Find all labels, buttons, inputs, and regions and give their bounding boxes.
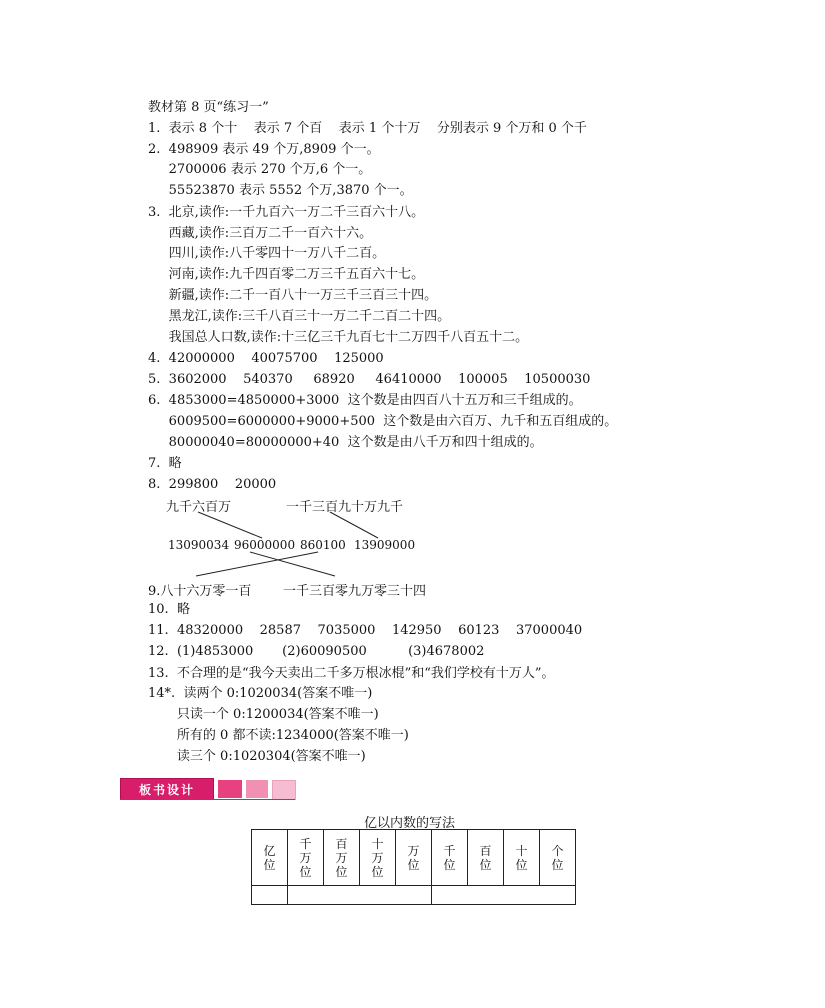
answer-line-11: 黑龙江,读作:三千八百三十一万二千二百二十四。 <box>148 309 451 324</box>
decor-square-3 <box>272 780 296 800</box>
answer-line-6: 3. 北京,读作:一千九百六一万二千三百六十八。 <box>148 205 425 220</box>
answer-line-14: 5. 3602000 540370 68920 46410000 100005 10500030 <box>148 372 591 387</box>
match-bottom-right: 一千三百零九万零三十四 <box>283 584 427 599</box>
place-header-8: 十 位 <box>504 830 540 886</box>
answer-line-late-6: 只读一个 0:1200034(答案不唯一) <box>148 707 379 722</box>
empty-cell-2 <box>288 886 432 905</box>
place-header-5: 万 位 <box>396 830 432 886</box>
answer-line-17: 80000040=80000000+40 这个数是由八千万和四十组成的。 <box>148 435 543 450</box>
match-line-2 <box>330 512 378 538</box>
answer-line-4: 2700006 表示 270 个万,6 个一。 <box>148 162 372 177</box>
place-header-7: 百 位 <box>468 830 504 886</box>
answer-line-late-1: 10. 略 <box>148 602 190 617</box>
answer-line-9: 河南,读作:九千四百零二万三千五百六十七。 <box>148 267 425 282</box>
answer-line-late-4: 13. 不合理的是“我今天卖出二千多万根冰棍”和“我们学校有十万人”。 <box>148 666 555 681</box>
match-top-left: 九千六百万 <box>166 500 232 515</box>
match-number-3: 860100 <box>300 538 346 552</box>
empty-cell-3 <box>432 886 576 905</box>
answer-line-13: 4. 42000000 40075700 125000 <box>148 351 384 366</box>
match-bottom-left: 9.八十六万零一百 <box>148 584 252 599</box>
match-line-3 <box>196 552 318 576</box>
answer-line-8: 四川,读作:八千零四十一万八千二百。 <box>148 246 386 261</box>
place-header-2: 千 万 位 <box>288 830 324 886</box>
answer-line-7: 西藏,读作:三百万二千一百六十六。 <box>148 226 373 241</box>
place-header-4: 十 万 位 <box>360 830 396 886</box>
place-header-1: 亿 位 <box>252 830 288 886</box>
answer-line-5: 55523870 表示 5552 个万,3870 个一。 <box>148 183 413 198</box>
answer-line-2: 1. 表示 8 个十 表示 7 个百 表示 1 个十万 分别表示 9 个万和 0 个千 <box>148 121 587 136</box>
answer-line-16: 6009500=6000000+9000+500 这个数是由六百万、九千和五百组成的。 <box>148 414 618 429</box>
answer-line-late-5: 14*. 读两个 0:1020034(答案不唯一) <box>148 686 373 701</box>
match-number-4: 13909000 <box>354 538 416 552</box>
board-design-tag: 板书设计 <box>120 778 214 800</box>
answer-line-late-2: 11. 48320000 28587 7035000 142950 60123 37000040 <box>148 623 583 638</box>
match-line-1 <box>198 512 262 538</box>
answer-line-15: 6. 4853000=4850000+3000 这个数是由四百八十五万和三千组成的。 <box>148 393 582 408</box>
answer-line-19: 8. 299800 20000 <box>148 477 277 492</box>
answer-line-late-7: 所有的 0 都不读:1234000(答案不唯一) <box>148 728 409 743</box>
answer-line-late-8: 读三个 0:1020304(答案不唯一) <box>148 749 366 764</box>
table-header-row <box>252 830 576 886</box>
decor-square-2 <box>246 780 268 798</box>
answer-line-10: 新疆,读作:二千一百八十一万三千三百三十四。 <box>148 288 438 303</box>
answer-line-18: 7. 略 <box>148 456 182 471</box>
decor-square-1 <box>218 780 242 798</box>
place-header-3: 百 万 位 <box>324 830 360 886</box>
table-title: 亿以内数的写法 <box>364 816 456 831</box>
match-top-right: 一千三百九十万九千 <box>286 500 404 515</box>
place-header-6: 千 位 <box>432 830 468 886</box>
answer-line-late-3: 12. (1)4853000 (2)60090500 (3)4678002 <box>148 644 485 659</box>
match-number-1: 13090034 <box>168 538 230 552</box>
board-divider <box>120 799 295 800</box>
answer-line-3: 2. 498909 表示 49 个万,8909 个一。 <box>148 142 380 157</box>
match-number-2: 96000000 <box>234 538 296 552</box>
answer-line-12: 我国总人口数,读作:十三亿三千九百七十二万四千八百五十二。 <box>148 330 529 345</box>
answer-line-1: 教材第 8 页“练习一” <box>148 100 269 115</box>
empty-cell-1 <box>252 886 288 905</box>
place-value-table <box>251 829 576 905</box>
table-empty-row <box>252 886 576 905</box>
match-line-4 <box>250 552 335 576</box>
place-header-9: 个 位 <box>540 830 576 886</box>
